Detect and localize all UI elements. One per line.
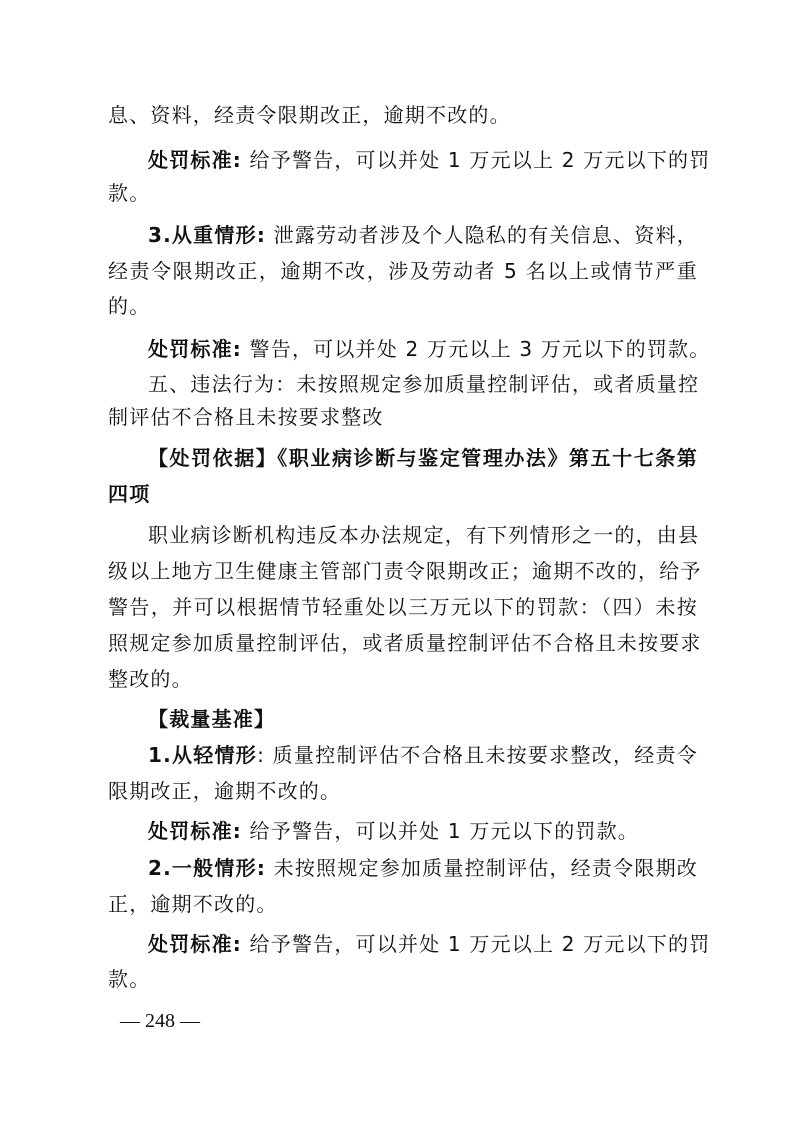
text-segment: 给予警告，可以并处 1 万元以上 2 万元以下的罚	[242, 148, 711, 172]
text-line	[148, 706, 698, 732]
text-line	[148, 336, 711, 362]
bold-text-segment: 处罚标准:	[148, 932, 242, 956]
text-line	[148, 445, 698, 471]
text-line	[108, 630, 702, 656]
text-line	[148, 222, 698, 248]
text-line	[108, 558, 702, 584]
text-segment: 照规定参加质量控制评估，或者质量控制评估不合格且未按要求	[108, 631, 702, 655]
text-line	[148, 931, 711, 957]
text-line	[108, 293, 698, 319]
bold-text-segment: 2.一般情形:	[148, 856, 267, 880]
text-line	[148, 371, 698, 397]
text-line	[108, 594, 698, 620]
text-segment: 级以上地方卫生健康主管部门责令限期改正；逾期不改的，给予	[108, 559, 702, 583]
text-line	[108, 666, 698, 692]
text-segment: 款。	[108, 181, 151, 205]
page-number: — 248 —	[120, 1010, 200, 1032]
bold-text-segment: 【处罚依据】《职业病诊断与鉴定管理办法》第五十七条第	[148, 446, 698, 470]
text-line	[108, 891, 698, 917]
text-line	[148, 855, 698, 881]
text-segment: 五、违法行为：未按照规定参加质量控制评估，或者质量控	[148, 372, 700, 396]
text-segment: 的。	[108, 294, 151, 318]
text-segment: 给予警告，可以并处 1 万元以下的罚款。	[242, 819, 639, 843]
text-segment: 经责令限期改正，逾期不改，涉及劳动者 5 名以上或情节严重	[108, 259, 698, 283]
text-segment: 未按照规定参加质量控制评估，经责令限期改	[266, 856, 698, 880]
text-segment: 警告，可以并处 2 万元以上 3 万元以下的罚款。	[242, 337, 711, 361]
text-line	[108, 258, 698, 284]
text-line	[108, 481, 698, 507]
bold-text-segment: 处罚标准:	[148, 337, 242, 361]
text-line	[148, 522, 698, 548]
bold-text-segment: 【裁量基准】	[148, 707, 276, 731]
text-segment: 整改的。	[108, 667, 193, 691]
text-segment: 制评估不合格且未按要求整改	[108, 405, 384, 429]
bold-text-segment: 1.从轻情形	[148, 743, 258, 767]
text-segment: 款。	[108, 967, 151, 991]
text-segment: 泄露劳动者涉及个人隐私的有关信息、资料，	[266, 223, 698, 247]
text-segment: 限期改正，逾期不改的。	[108, 779, 342, 803]
text-segment: 给予警告，可以并处 1 万元以上 2 万元以下的罚	[242, 932, 711, 956]
text-segment: 职业病诊断机构违反本办法规定，有下列情形之一的，由县	[148, 523, 700, 547]
bold-text-segment: 处罚标准:	[148, 819, 242, 843]
text-segment: 警告，并可以根据情节轻重处以三万元以下的罚款：（四）未按	[108, 595, 698, 619]
text-line	[108, 404, 698, 430]
bold-text-segment: 四项	[108, 482, 151, 506]
text-segment: 息、资料，经责令限期改正，逾期不改的。	[108, 103, 511, 127]
text-segment: 正，逾期不改的。	[108, 892, 278, 916]
text-line	[148, 818, 698, 844]
text-line	[108, 778, 698, 804]
bold-text-segment: 处罚标准:	[148, 148, 242, 172]
text-line	[148, 147, 711, 173]
text-segment: : 质量控制评估不合格且未按要求整改，经责令	[257, 743, 698, 767]
text-line	[148, 742, 698, 768]
bold-text-segment: 3.从重情形:	[148, 223, 267, 247]
text-line	[108, 102, 698, 128]
text-line	[108, 180, 698, 206]
text-line	[108, 966, 698, 992]
